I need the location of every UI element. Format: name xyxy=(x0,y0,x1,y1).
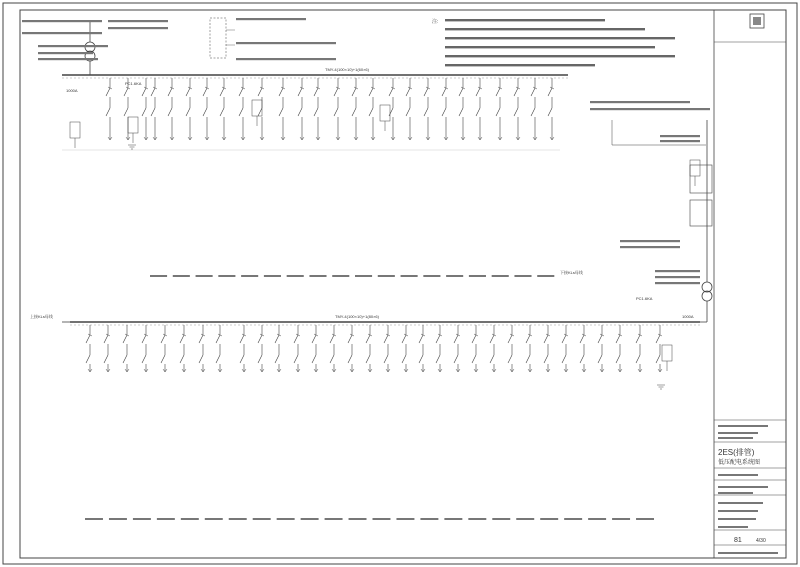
spec-line xyxy=(660,140,700,142)
upper-feeder xyxy=(314,78,320,140)
lower-circuit-label xyxy=(157,518,175,520)
spec-line xyxy=(108,27,168,29)
lower-circuit-label xyxy=(349,518,367,520)
notes-lead: 注: xyxy=(432,19,439,25)
upper-feeder xyxy=(124,78,130,140)
upper-circuit-label xyxy=(378,275,395,277)
lower-circuit-label xyxy=(492,518,510,520)
spec-line xyxy=(38,45,108,47)
tie-tag: 下接KLs母线 xyxy=(560,270,583,275)
note-line xyxy=(445,55,675,57)
lower-feeder xyxy=(180,325,186,372)
upper-circuit-label xyxy=(514,275,531,277)
lower-feeder xyxy=(123,325,129,372)
lower-transformer xyxy=(700,120,712,322)
drawing-subtitle: 低压配电系统图 xyxy=(718,460,761,466)
title-block-line xyxy=(718,492,753,494)
drawing-title: 2ES(排管) xyxy=(718,448,755,457)
upper-circuit-label xyxy=(537,275,554,277)
lower-feeder xyxy=(142,325,148,372)
lower-feeder xyxy=(312,325,318,372)
upper-feeder xyxy=(548,78,554,140)
upper-circuit-label xyxy=(355,275,372,277)
lower-feeder xyxy=(616,325,622,372)
title-block-line xyxy=(718,437,753,439)
spec-line xyxy=(236,18,306,20)
spec-line xyxy=(620,246,680,248)
upper-feeder xyxy=(406,78,412,140)
lower-feeder xyxy=(216,325,222,372)
upper-circuit-label xyxy=(218,275,235,277)
lower-circuit-label xyxy=(277,518,295,520)
lower-feeder xyxy=(656,325,662,372)
lower-feeder xyxy=(636,325,642,372)
title-block-line xyxy=(718,425,768,427)
lower-feeder xyxy=(598,325,604,372)
lower-feeder xyxy=(562,325,568,372)
upper-circuit-label xyxy=(309,275,326,277)
lower-circuit-label xyxy=(85,518,103,520)
title-block-line xyxy=(718,486,768,488)
spec-line xyxy=(620,240,680,242)
note-line xyxy=(445,64,595,66)
upper-feeder xyxy=(476,78,482,140)
upper-circuit-label xyxy=(196,275,213,277)
upper-circuit-label xyxy=(264,275,281,277)
ground-symbol xyxy=(128,145,136,149)
title-block-line xyxy=(718,552,778,554)
note-line xyxy=(445,37,675,39)
upper-feeder xyxy=(142,78,148,140)
spec-line xyxy=(236,58,336,60)
lower-feeder xyxy=(348,325,354,372)
lower-circuit-label xyxy=(109,518,127,520)
lower-circuit-label xyxy=(325,518,343,520)
spec-line xyxy=(655,276,700,278)
title-block-line xyxy=(718,510,758,512)
upper-feeder xyxy=(514,78,520,140)
instrument-box xyxy=(128,117,138,133)
upper-circuit-label xyxy=(241,275,258,277)
upper-feeder xyxy=(298,78,304,140)
upper-circuit-label xyxy=(401,275,418,277)
upper-feeder xyxy=(442,78,448,140)
lower-feeder xyxy=(366,325,372,372)
lower-feeder xyxy=(275,325,281,372)
lower-feeder xyxy=(240,325,246,372)
title-block-line xyxy=(718,432,758,434)
upper-feeder xyxy=(334,78,340,140)
lower-bus-label: TMY-4(100×10)+1(80×6) xyxy=(335,314,379,319)
upper-circuit-label xyxy=(287,275,304,277)
upper-circuit-label xyxy=(423,275,440,277)
lower-feeder xyxy=(454,325,460,372)
note-line xyxy=(445,28,645,30)
title-block-line xyxy=(718,502,763,504)
upper-feeder-group xyxy=(62,78,560,150)
lower-feeder xyxy=(436,325,442,372)
upper-feeder xyxy=(203,78,209,140)
upper-feeder xyxy=(168,78,174,140)
spec-text-lines xyxy=(22,18,710,284)
lower-circuit-label xyxy=(444,518,462,520)
notes-text-lines xyxy=(445,19,675,66)
lower-circuit-label xyxy=(133,518,151,520)
lower-feeder xyxy=(544,325,550,372)
instrument-box xyxy=(252,100,262,116)
upper-feeder xyxy=(106,78,112,140)
lower-feed-rating: 1000A xyxy=(682,314,694,319)
upper-feeder xyxy=(352,78,358,140)
instrument-box xyxy=(662,345,672,361)
upper-feeder xyxy=(239,78,245,140)
spec-line xyxy=(22,20,102,22)
lower-feeder xyxy=(330,325,336,372)
title-block-line xyxy=(718,518,756,520)
spec-line xyxy=(22,32,102,34)
upper-transformer xyxy=(85,20,95,75)
lower-circuit-label xyxy=(253,518,271,520)
upper-feeder xyxy=(459,78,465,140)
sheet-total: 4/30 xyxy=(756,538,766,544)
ground-symbol xyxy=(657,385,665,389)
upper-circuit-label xyxy=(469,275,486,277)
spec-line xyxy=(590,108,710,110)
spec-line xyxy=(38,52,93,54)
lower-feeder xyxy=(384,325,390,372)
spec-line xyxy=(590,101,690,103)
upper-feeder xyxy=(258,78,264,140)
lower-feeder xyxy=(490,325,496,372)
upper-feeder xyxy=(186,78,192,140)
lower-circuit-label xyxy=(396,518,414,520)
lower-circuit-label xyxy=(301,518,319,520)
lower-feeder xyxy=(526,325,532,372)
lower-circuit-label xyxy=(373,518,391,520)
upper-circuit-label xyxy=(173,275,190,277)
title-block-line xyxy=(718,526,748,528)
spec-line xyxy=(108,20,168,22)
lower-feeder-group xyxy=(62,322,662,372)
tie-tag-2: PC1.6KA xyxy=(636,296,653,301)
lower-circuit-label xyxy=(468,518,486,520)
upper-circuit-label xyxy=(446,275,463,277)
title-block-text-lines xyxy=(718,425,778,554)
lower-feeder xyxy=(402,325,408,372)
lower-feeder xyxy=(419,325,425,372)
upper-feeder xyxy=(424,78,430,140)
upper-feeder xyxy=(279,78,285,140)
lower-circuit-label xyxy=(205,518,223,520)
upper-circuit-label xyxy=(332,275,349,277)
lower-feeder xyxy=(508,325,514,372)
left-bus-tag: 上接KLs母线 xyxy=(30,314,53,319)
lower-circuit-label xyxy=(636,518,654,520)
sheet-number: 81 xyxy=(734,537,742,544)
upper-bus-label: TMY-4(100×10)+1(60×6) xyxy=(325,67,369,72)
upper-circuit-label xyxy=(492,275,509,277)
capacitor-compensation-units xyxy=(70,100,700,389)
lower-circuit-label xyxy=(181,518,199,520)
upper-feeder xyxy=(531,78,537,140)
lower-circuit-label xyxy=(229,518,247,520)
upper-feeder xyxy=(151,78,157,140)
spec-line xyxy=(655,282,700,284)
spec-line xyxy=(655,270,700,272)
note-line xyxy=(445,19,605,21)
lower-circuit-label xyxy=(564,518,582,520)
left-feed-tag: PC1.6KA xyxy=(125,81,142,86)
note-line xyxy=(445,46,655,48)
lower-feeder xyxy=(161,325,167,372)
instrument-box xyxy=(690,160,700,176)
company-logo-mark xyxy=(753,17,761,25)
spec-line xyxy=(38,58,98,60)
lower-feeder xyxy=(294,325,300,372)
lower-feeder xyxy=(104,325,110,372)
spec-line xyxy=(660,135,700,137)
lower-circuit-label xyxy=(612,518,630,520)
lower-circuit-label xyxy=(540,518,558,520)
lower-feeder xyxy=(258,325,264,372)
dashed-control-box xyxy=(210,18,226,58)
upper-circuit-label xyxy=(150,275,167,277)
lower-feeder xyxy=(472,325,478,372)
lower-circuit-label xyxy=(516,518,534,520)
lower-circuit-labels xyxy=(85,518,654,520)
lower-circuit-label xyxy=(588,518,606,520)
title-block-line xyxy=(718,474,758,476)
title-block xyxy=(714,10,786,558)
lower-circuit-label xyxy=(420,518,438,520)
upper-circuit-labels xyxy=(150,275,554,277)
instrument-box xyxy=(380,105,390,121)
upper-feed-rating: 1000A xyxy=(66,88,78,93)
upper-feeder xyxy=(369,78,375,140)
upper-feeder xyxy=(496,78,502,140)
lower-feeder xyxy=(199,325,205,372)
lower-feeder xyxy=(580,325,586,372)
upper-feeder xyxy=(220,78,226,140)
spec-line xyxy=(236,42,336,44)
lower-feeder xyxy=(86,325,92,372)
instrument-box xyxy=(70,122,80,138)
